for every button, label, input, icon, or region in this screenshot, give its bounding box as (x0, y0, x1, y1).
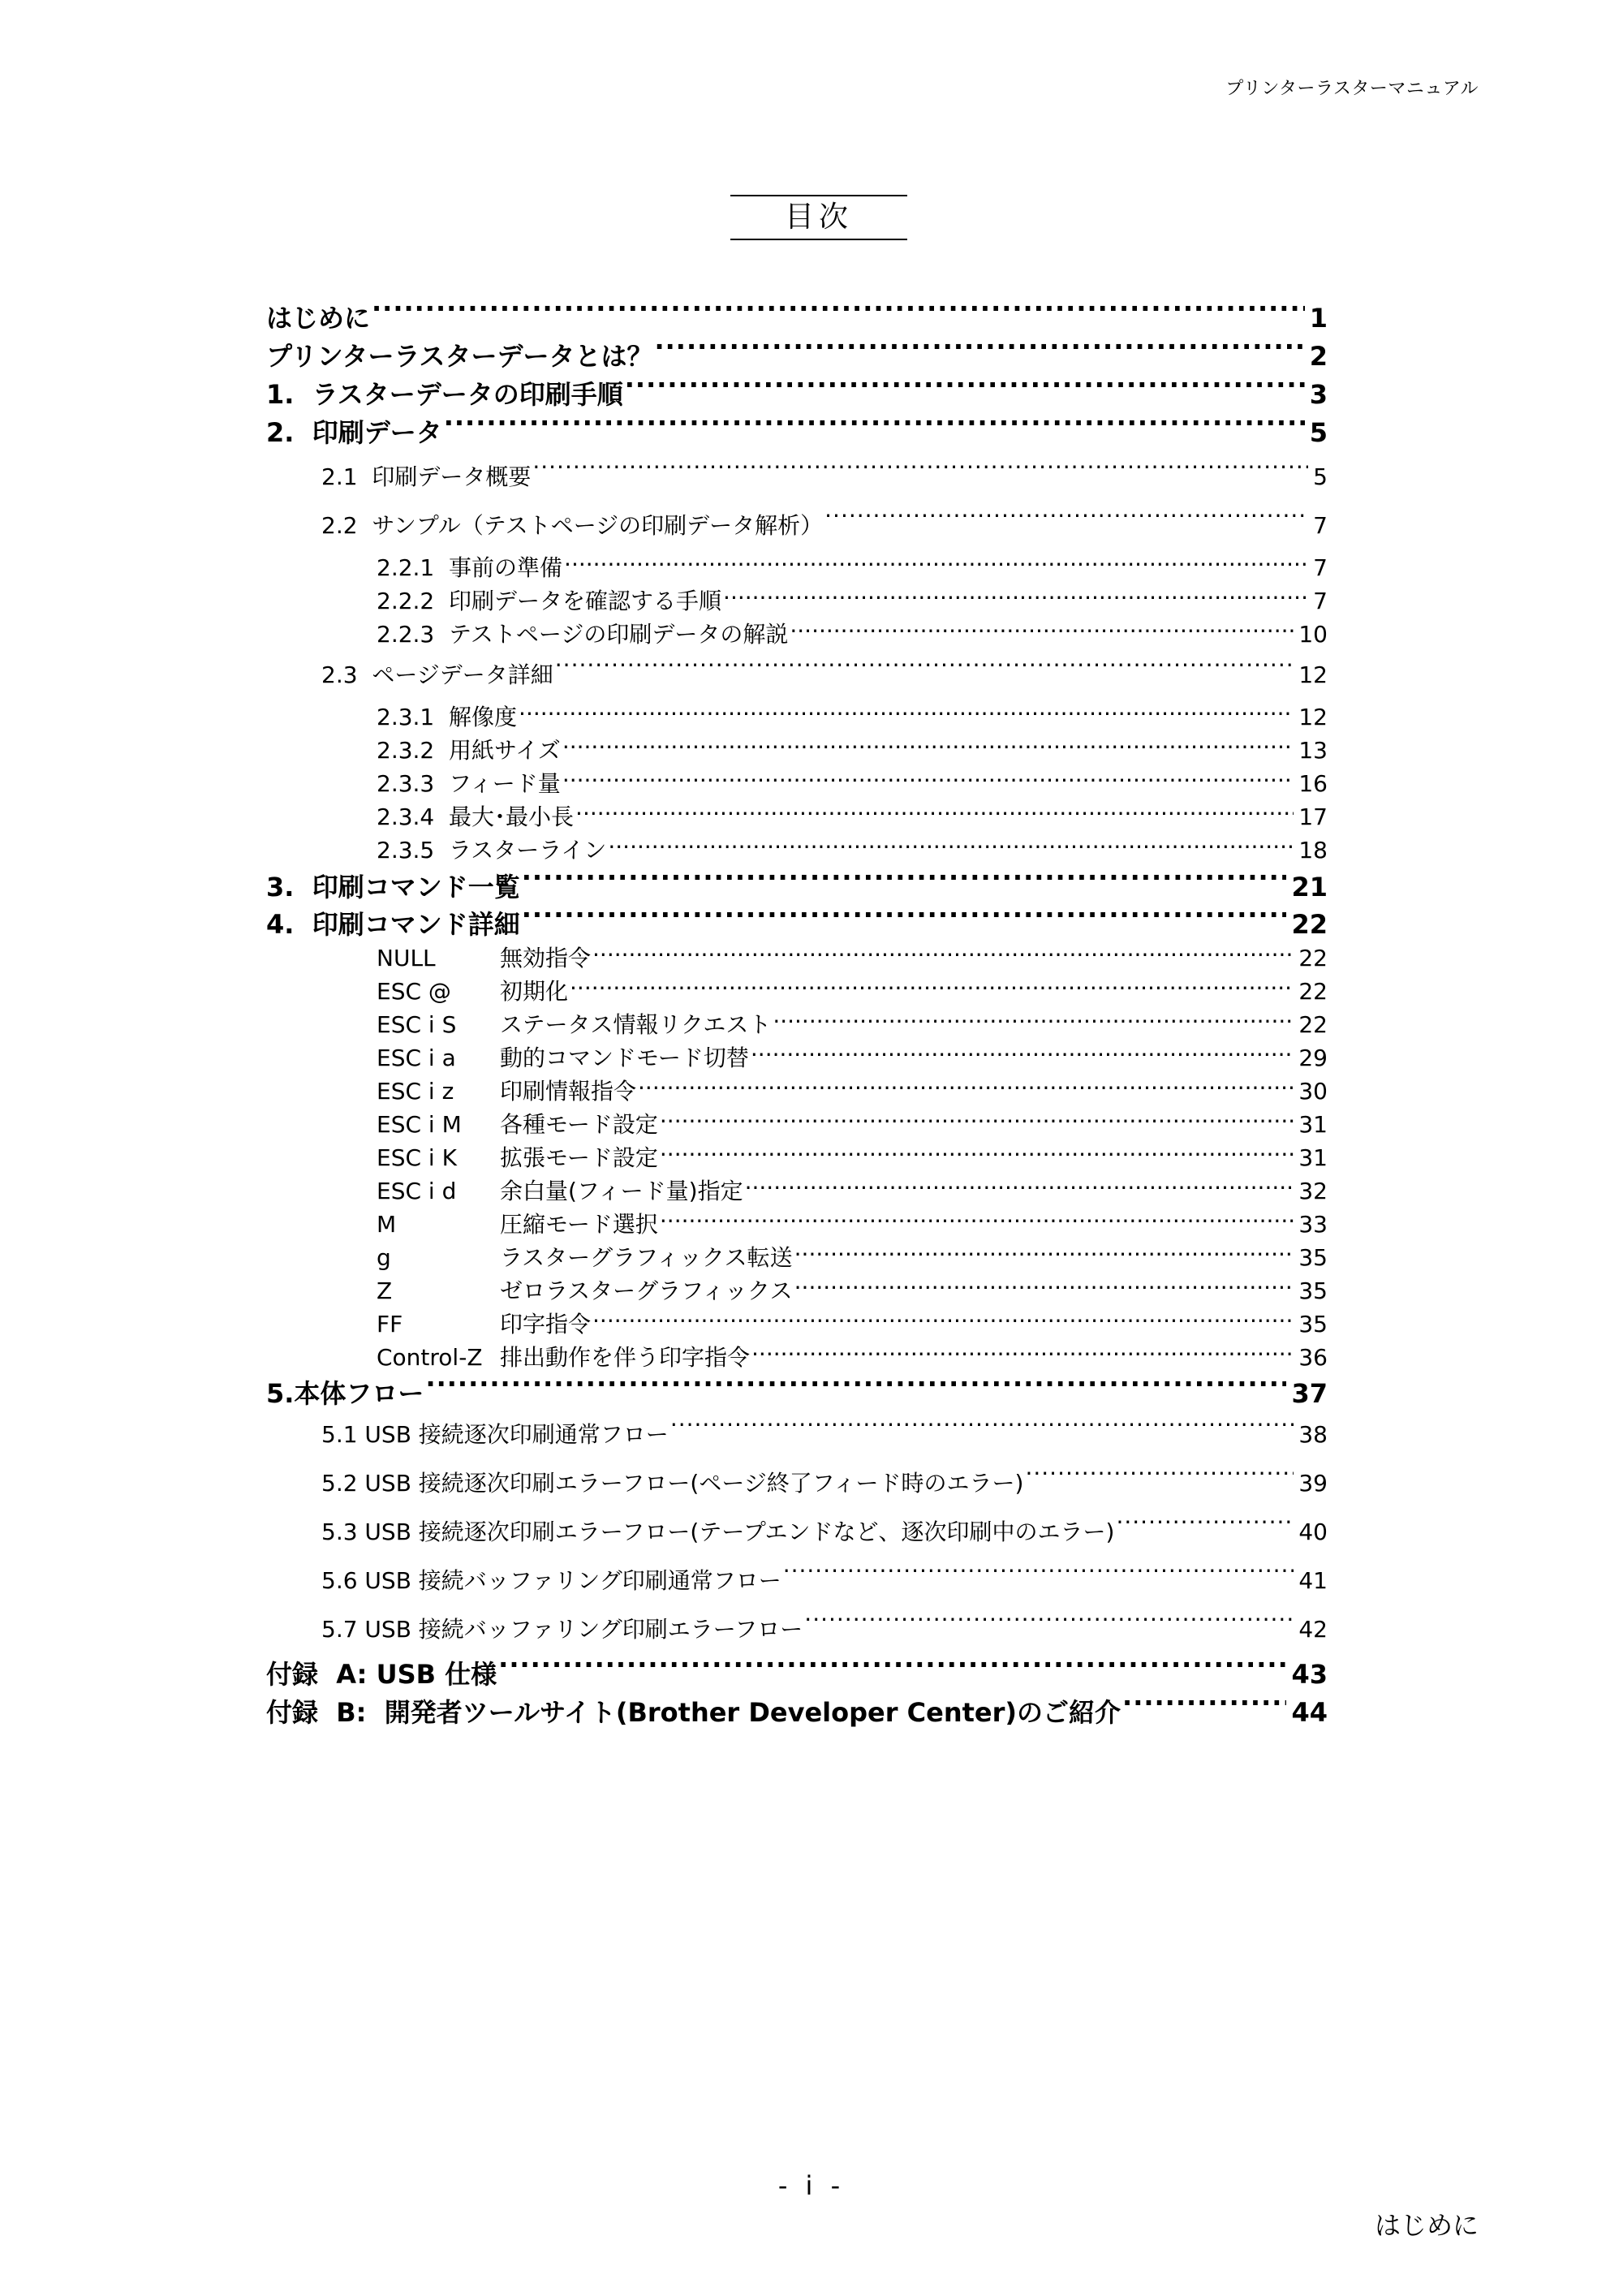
toc-entry-label: はじめに (266, 303, 371, 334)
toc-entry-label: 2.2.3 テストページの印刷データの解説 (377, 620, 789, 648)
toc-entry[interactable] (266, 373, 1328, 411)
toc-entry[interactable] (321, 1415, 1328, 1450)
toc-entry-label: 2.3.1 解像度 (377, 703, 518, 730)
leader-dots (1025, 1463, 1294, 1491)
toc-entry[interactable] (321, 1609, 1328, 1644)
leader-dots (555, 655, 1294, 683)
command-label: 印刷情報指令 (500, 1077, 637, 1105)
toc-entry-label: 2.3.2 用紙サイズ (377, 736, 561, 764)
toc-entry-label: 付録 A: USB 仕様 (266, 1659, 497, 1691)
leader-dots (592, 938, 1294, 966)
command-code: ESC i z (377, 1077, 454, 1105)
toc-entry-label: 4. 印刷コマンド詳細 (266, 909, 520, 941)
command-page: 22 (1298, 977, 1328, 1005)
leader-dots (660, 1204, 1294, 1232)
leader-dots (794, 1271, 1294, 1299)
command-code: NULL (377, 944, 436, 971)
toc-entry-label: 5.6 USB 接続バッファリング印刷通常フロー (321, 1566, 781, 1594)
toc-entry-label: 2.1 印刷データ概要 (321, 463, 532, 490)
command-code: ESC i S (377, 1010, 457, 1038)
toc-entry[interactable] (377, 830, 1328, 865)
command-label: 初期化 (500, 977, 569, 1005)
toc-entry-label: 付録 B: 開発者ツールサイト(Brother Developer Center)のご紹介 (266, 1697, 1121, 1729)
command-code: ESC i M (377, 1110, 462, 1138)
leader-dots (570, 971, 1294, 999)
leader-dots (790, 614, 1294, 642)
toc-entry-label: 2.2.2 印刷データを確認する手順 (377, 587, 722, 614)
toc-entry-label: 2. 印刷データ (266, 417, 442, 449)
leader-dots (660, 1105, 1294, 1132)
command-code: ESC @ (377, 977, 451, 1005)
toc-entry-page: 38 (1298, 1420, 1328, 1448)
toc-entry-page: 44 (1291, 1697, 1328, 1729)
toc-entry-page: 12 (1298, 661, 1328, 688)
page-number: - i - (777, 2170, 846, 2201)
toc-entry-page: 10 (1298, 620, 1328, 648)
leader-dots (723, 581, 1308, 609)
command-label: 印字指令 (500, 1310, 592, 1338)
command-code: g (377, 1243, 391, 1271)
leader-dots (498, 1652, 1286, 1683)
toc-entry-page: 42 (1298, 1615, 1328, 1643)
command-entry[interactable] (377, 1138, 1328, 1173)
toc-entry-label: 5.3 USB 接続逐次印刷エラーフロー(テープエンドなど、逐次印刷中のエラー) (321, 1518, 1115, 1545)
leader-dots (562, 764, 1294, 791)
toc-entry[interactable] (321, 1561, 1328, 1596)
command-label: ラスターグラフィックス転送 (500, 1243, 793, 1271)
command-entry[interactable] (377, 1105, 1328, 1139)
toc-entry-page: 17 (1298, 803, 1328, 830)
toc-entry[interactable] (266, 1691, 1328, 1730)
toc-entry[interactable] (266, 902, 1328, 941)
command-code: FF (377, 1310, 403, 1338)
leader-dots (592, 1304, 1294, 1332)
leader-dots (575, 797, 1294, 825)
leader-dots (522, 902, 1287, 933)
leader-dots (608, 830, 1294, 858)
command-entry[interactable] (377, 1204, 1328, 1239)
toc-entry-page: 1 (1309, 303, 1328, 334)
toc-entry-label: 5.2 USB 接続逐次印刷エラーフロー(ページ終了フィード時のエラー) (321, 1469, 1024, 1497)
toc-entry[interactable] (266, 411, 1328, 450)
toc-entry-page: 7 (1313, 554, 1328, 581)
command-page: 35 (1298, 1243, 1328, 1271)
running-footer: はじめに (1374, 2210, 1479, 2241)
toc-entry[interactable] (377, 764, 1328, 799)
leader-dots (654, 334, 1304, 365)
toc-title: 目次 (730, 195, 907, 240)
toc-entry-page: 37 (1291, 1378, 1328, 1410)
command-code: M (377, 1210, 397, 1238)
toc-entry-label: 2.3.5 ラスターライン (377, 836, 607, 864)
leader-dots (751, 1338, 1294, 1365)
toc-entry-page: 13 (1298, 736, 1328, 764)
command-label: 無効指令 (500, 944, 592, 971)
command-entry[interactable] (377, 1338, 1328, 1372)
leader-dots (562, 730, 1294, 758)
leader-dots (638, 1071, 1294, 1099)
command-entry[interactable] (377, 1304, 1328, 1339)
toc-entry-page: 7 (1313, 511, 1328, 539)
toc-entry-page: 3 (1309, 379, 1328, 411)
toc-entry[interactable] (377, 697, 1328, 732)
toc-entry-label: 5.本体フロー (266, 1378, 424, 1410)
command-label: 拡張モード設定 (500, 1144, 658, 1171)
command-code: Z (377, 1277, 393, 1304)
command-code: ESC i a (377, 1044, 456, 1071)
command-label: 圧縮モード選択 (500, 1210, 658, 1238)
toc-entry[interactable] (321, 1463, 1328, 1498)
toc-entry-page: 41 (1298, 1566, 1328, 1594)
command-entry[interactable] (377, 1171, 1328, 1206)
toc-entry[interactable] (377, 797, 1328, 832)
command-entry[interactable] (377, 1238, 1328, 1273)
toc-entry-page: 18 (1298, 836, 1328, 864)
leader-dots (519, 697, 1294, 725)
toc-entry[interactable] (377, 614, 1328, 649)
command-label: 動的コマンドモード切替 (500, 1044, 749, 1071)
toc-entry-label: 2.3 ページデータ詳細 (321, 661, 553, 688)
toc-entry[interactable] (266, 296, 1328, 335)
leader-dots (625, 373, 1305, 403)
toc-entry-page: 40 (1298, 1518, 1328, 1545)
leader-dots (372, 296, 1305, 327)
toc-entry-label: 2.2 サンプル（テストページの印刷データ解析） (321, 511, 824, 539)
toc-entry-label: 3. 印刷コマンド一覧 (266, 872, 520, 903)
command-page: 30 (1298, 1077, 1328, 1105)
command-page: 33 (1298, 1210, 1328, 1238)
command-page: 22 (1298, 944, 1328, 971)
toc-entry-page: 22 (1291, 909, 1328, 941)
command-label: 排出動作を伴う印字指令 (500, 1343, 751, 1371)
toc-entry-page: 39 (1298, 1469, 1328, 1497)
command-label: ゼロラスターグラフィックス (500, 1277, 793, 1304)
command-page: 22 (1298, 1010, 1328, 1038)
toc-entry-page: 43 (1291, 1659, 1328, 1691)
command-page: 36 (1298, 1343, 1328, 1371)
leader-dots (522, 865, 1287, 896)
command-entry[interactable] (377, 1038, 1328, 1073)
leader-dots (794, 1238, 1294, 1265)
leader-dots (1122, 1691, 1286, 1721)
toc-entry-label: 2.3.3 フィード量 (377, 769, 561, 797)
command-page: 29 (1298, 1044, 1328, 1071)
toc-entry-page: 2 (1309, 341, 1328, 373)
command-entry[interactable] (377, 1071, 1328, 1106)
toc-entry-page: 12 (1298, 703, 1328, 730)
toc-entry-page: 5 (1309, 417, 1328, 449)
leader-dots (1116, 1512, 1294, 1540)
command-entry[interactable] (377, 971, 1328, 1006)
leader-dots (745, 1171, 1294, 1199)
command-page: 31 (1298, 1144, 1328, 1171)
toc-entry[interactable] (377, 581, 1328, 616)
leader-dots (804, 1609, 1294, 1637)
command-entry[interactable] (377, 1005, 1328, 1040)
leader-dots (425, 1372, 1286, 1402)
leader-dots (783, 1561, 1294, 1588)
toc-entry[interactable] (321, 457, 1328, 492)
command-label: 余白量(フィード量)指定 (500, 1177, 743, 1204)
command-page: 35 (1298, 1277, 1328, 1304)
command-label: 各種モード設定 (500, 1110, 658, 1138)
command-entry[interactable] (377, 1271, 1328, 1306)
toc-entry-page: 5 (1313, 463, 1328, 490)
toc-entry-label: 2.3.4 最大･最小長 (377, 803, 575, 830)
leader-dots (564, 548, 1308, 575)
running-header: プリンターラスターマニュアル (1225, 79, 1479, 99)
leader-dots (824, 506, 1308, 533)
toc-entry[interactable] (266, 334, 1328, 373)
command-entry[interactable] (377, 938, 1328, 973)
toc-entry[interactable] (321, 1512, 1328, 1547)
toc-entry[interactable] (377, 730, 1328, 765)
toc-entry[interactable] (321, 506, 1328, 541)
command-code: Control-Z (377, 1343, 483, 1371)
toc-entry[interactable] (321, 655, 1328, 690)
toc-entry-label: 5.7 USB 接続バッファリング印刷エラーフロー (321, 1615, 803, 1643)
command-code: ESC i K (377, 1144, 457, 1171)
toc-entry[interactable] (266, 1652, 1328, 1691)
command-label: ステータス情報リクエスト (500, 1010, 772, 1038)
toc-entry[interactable] (377, 548, 1328, 583)
leader-dots (660, 1138, 1294, 1165)
toc-entry-page: 21 (1291, 872, 1328, 903)
toc-entry[interactable] (266, 865, 1328, 904)
command-page: 32 (1298, 1177, 1328, 1204)
leader-dots (751, 1038, 1294, 1066)
command-code: ESC i d (377, 1177, 457, 1204)
leader-dots (444, 411, 1305, 442)
toc-entry-label: 2.2.1 事前の準備 (377, 554, 563, 581)
leader-dots (670, 1415, 1294, 1442)
toc-entry[interactable] (266, 1372, 1328, 1411)
leader-dots (532, 457, 1308, 485)
command-page: 31 (1298, 1110, 1328, 1138)
toc-entry-label: 5.1 USB 接続逐次印刷通常フロー (321, 1420, 669, 1448)
toc-entry-label: プリンターラスターデータとは？ (266, 341, 653, 373)
leader-dots (773, 1005, 1294, 1032)
toc-entry-page: 16 (1298, 769, 1328, 797)
toc-entry-page: 7 (1313, 587, 1328, 614)
toc-entry-label: 1. ラスターデータの印刷手順 (266, 379, 623, 411)
command-page: 35 (1298, 1310, 1328, 1338)
